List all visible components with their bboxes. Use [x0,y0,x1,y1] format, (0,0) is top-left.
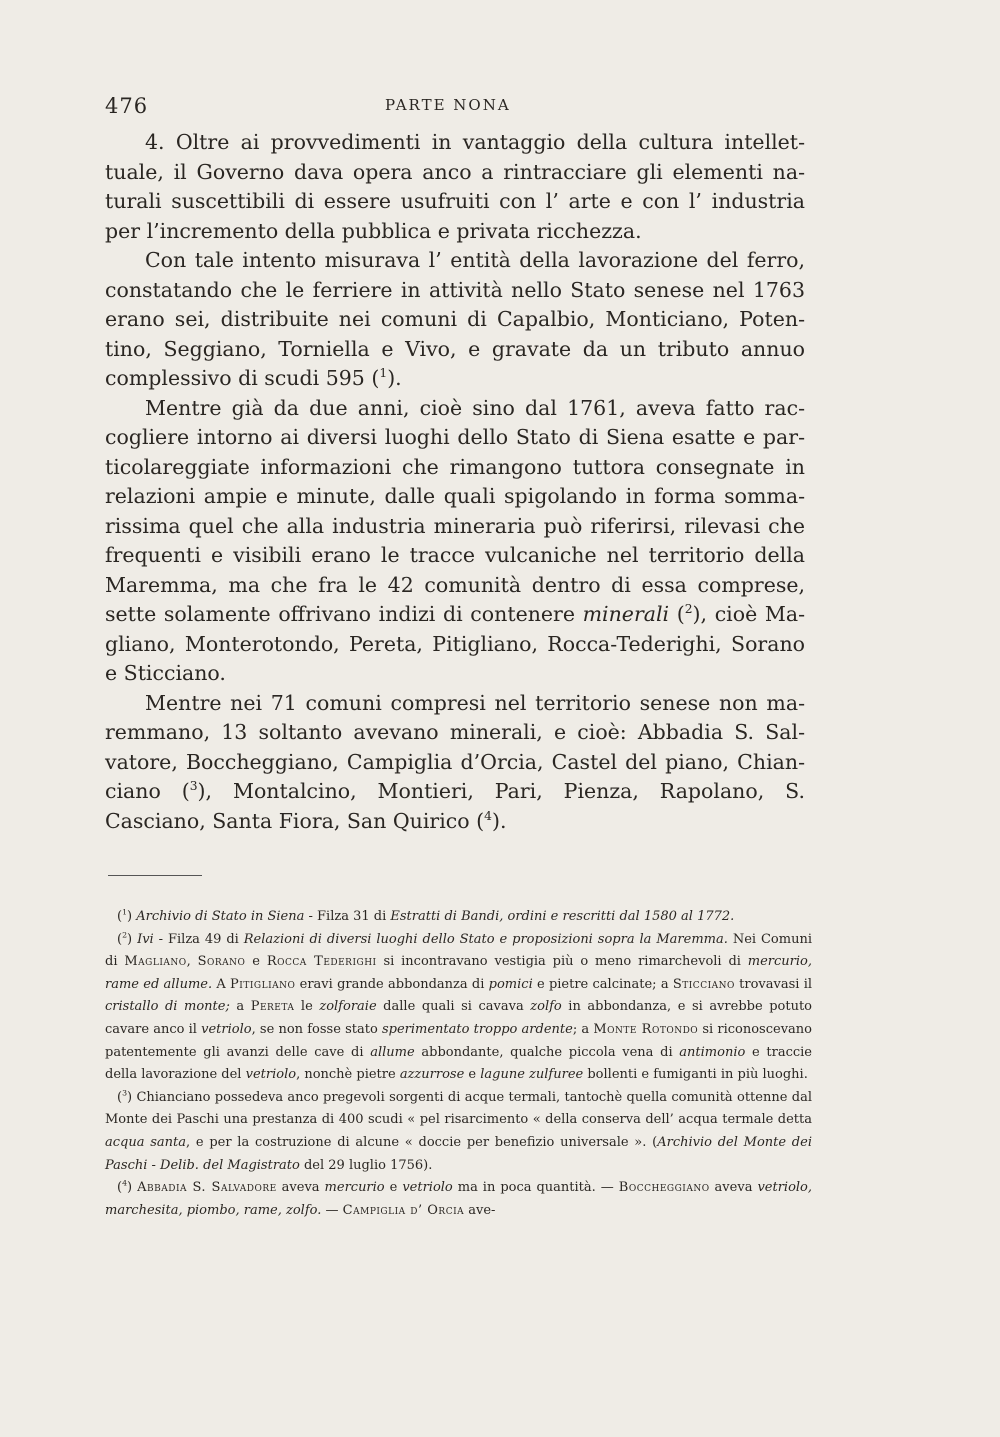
footnote-1 [105,906,812,929]
text-run: ( [669,602,685,626]
text-run: , se non fosse stato [251,1021,382,1037]
footnote-2 [105,929,812,1087]
footnote-ref: 3 [189,779,198,794]
footnote-3 [105,1087,812,1177]
italic-text: azzurrose [399,1067,465,1083]
italic-text: Ivi [137,931,154,947]
text-run: Con tale intento misurava l’ entità della lavorazione del ferro, constatando che le ferriere in attività nello Stato senese nel 1763 erano sei, distribuite nei comuni di Capalbio, Monticiano, Potentino, Seggiano, Torniella e Vivo, e gravate da un tributo annuo complessivo di scudi 595 ( [105,248,805,390]
footnote-ref: 2 [122,930,128,940]
small-caps-text: Pitigliano [230,976,296,992]
text-run: ), Montalcino, Montieri, Pari, Pienza, Rapolano, S. Casciano, Santa Fiora, San Quirico ( [105,779,805,833]
text-run: le [294,999,320,1015]
text-run: ) [127,1180,138,1196]
text-run: e [245,954,267,970]
italic-text: vetriolo [245,1067,297,1083]
footnote-ref: 4 [122,1178,128,1188]
italic-text: minerali [582,602,670,626]
footnotes [105,906,812,1222]
text-run: ( [117,1089,123,1105]
italic-text: cristallo di monte; [105,999,230,1015]
text-run: — [321,1202,343,1218]
small-caps-text: Monte Rotondo [593,1021,699,1037]
footnote-ref: 4 [484,808,492,823]
italic-text: vetriolo, marchesita, piombo, rame, zolfo. [105,1180,813,1218]
text-run: ) [127,909,137,924]
text-run: ( [117,931,123,947]
text-run: trovavasi il [734,976,813,992]
text-run: e [384,1180,403,1196]
text-run: e pietre calcinate; a [532,976,673,992]
text-run: - Filza 49 di [153,931,244,947]
page-header [105,94,805,124]
italic-text: mercurio [324,1180,385,1196]
paragraph [105,246,805,394]
text-run: eravi grande abbondanza di [295,976,489,992]
italic-text: mercurio, rame ed allume. [105,954,813,992]
text-run: a [229,999,251,1015]
body-text [105,128,805,836]
text-run: , e per la costruzione di alcune « doccie per benefizio universale ». ( [186,1134,658,1150]
text-run: e traccie della lavorazione del [105,1044,812,1083]
text-run: si incontravano vestigia più o meno rimarchevoli di [376,954,748,970]
italic-text: pomici [488,976,533,992]
small-caps-text: Rocca Tederighi [266,954,377,970]
text-run: ; a [572,1021,594,1037]
text-run: - Filza 31 di [304,909,391,924]
text-run: , nonchè pietre [296,1067,400,1083]
text-run: ave- [464,1202,496,1218]
small-caps-text: Sticciano [672,976,735,992]
small-caps-text: Sorano [197,954,246,970]
small-caps-text: Magliano [124,954,187,970]
small-caps-text: Boccheggiano [618,1180,710,1196]
text-run: aveva [276,1180,325,1196]
small-caps-text: Pereta [250,999,295,1015]
text-run: ( [117,909,123,924]
italic-text: Relazioni di diversi luoghi dello Stato e proposizioni sopra la Maremma. [243,931,728,947]
text-run: ). [491,808,507,833]
italic-text: lagune zulfuree [480,1067,584,1083]
text-run: e [464,1067,481,1083]
footnote-4 [105,1177,812,1222]
text-run: ma in poca quantità. — [452,1180,619,1196]
paragraph [105,689,805,837]
italic-text: vetriolo [201,1021,252,1037]
text-run: dalle quali si cavava [376,999,531,1015]
italic-text: Archivio di Stato in Siena [136,909,305,924]
italic-text: antimonio [679,1044,746,1060]
paragraph [105,394,805,689]
text-run: 4. Oltre ai provvedimenti in vantaggio della cultura intellettuale, il Governo dava opera anco a rintracciare gli elementi naturali suscettibili di essere usufruiti con l’ arte e con l’ industria per l’incremento della pubblica e privata ricchezza. [105,130,805,243]
running-head: PARTE NONA [385,96,511,114]
footnote-ref: 1 [122,907,128,917]
text-run: del 29 luglio 1756). [299,1157,433,1173]
footnote-ref: 2 [684,602,693,617]
small-caps-text: Abbadia S. Salvadore [137,1180,277,1196]
text-run: Mentre nei 71 comuni compresi nel territorio senese non maremmano, 13 soltanto avevano minerali, e cioè: Abbadia S. Salvatore, Boccheggiano, Campiglia d’Orcia, Castel del piano, Chianciano ( [105,690,805,803]
text-run: si riconoscevano patentemente gli avanzi delle cave di [105,1021,812,1060]
text-run: abbondante, qualche piccola vena di [414,1044,680,1060]
small-caps-text: Campiglia d’ Orcia [342,1202,465,1218]
italic-text: Estratti di Bandi, ordini e rescritti dal 1580 al 1772. [390,909,735,924]
italic-text: zolforaie [319,999,377,1015]
text-run: ( [117,1180,123,1196]
text-run: ). [387,366,402,390]
italic-text: zolfo [530,999,562,1015]
footnote-ref: 3 [122,1088,128,1098]
text-run: in abbondanza, e si avrebbe potuto cavare anco il [105,999,813,1037]
text-run: A [212,976,231,992]
text-run: aveva [709,1180,758,1196]
footnote-ref: 1 [379,366,388,381]
paragraph [105,128,805,246]
text-run: , [186,954,198,970]
italic-text: vetriolo [402,1180,453,1196]
text-run: ), cioè Magliano, Monterotondo, Pereta, Pitigliano, Rocca-Tederighi, Sorano e Sticciano. [105,602,805,685]
footnote-separator [108,875,202,876]
page-number: 476 [105,94,149,118]
italic-text: Archivio del Monte dei Paschi - Delib. del Magistrato [105,1134,812,1173]
italic-text: sperimentato troppo ardente [381,1021,573,1037]
italic-text: allume [370,1044,415,1060]
text-run: Mentre già da due anni, cioè sino dal 1761, aveva fatto raccogliere intorno ai diversi luoghi dello Stato di Siena esatte e particolareggiate informazioni che rimangono tuttora consegnate in relazioni ampie e minute, dalle quali spigolando in forma sommarissima quel che alla industria mineraria può riferirsi, rilevasi che frequenti e visibili erano le tracce vulcaniche nel territorio della Maremma, ma che fra le 42 comunità dentro di essa comprese, sette solamente offrivano indizi di contenere [105,395,805,626]
text-run: Nei Comuni di [105,931,812,970]
text-run: bollenti e fumiganti in più luoghi. [583,1067,808,1083]
italic-text: acqua santa [105,1134,186,1150]
text-run: ) [127,931,138,947]
text-run: ) Chianciano possedeva anco pregevoli sorgenti di acque termali, tantochè quella comunità ottenne dal Monte dei Paschi una prestanza di 400 scudi « pel risarcimento « della conserva dell’ acqua termale detta [105,1089,812,1128]
